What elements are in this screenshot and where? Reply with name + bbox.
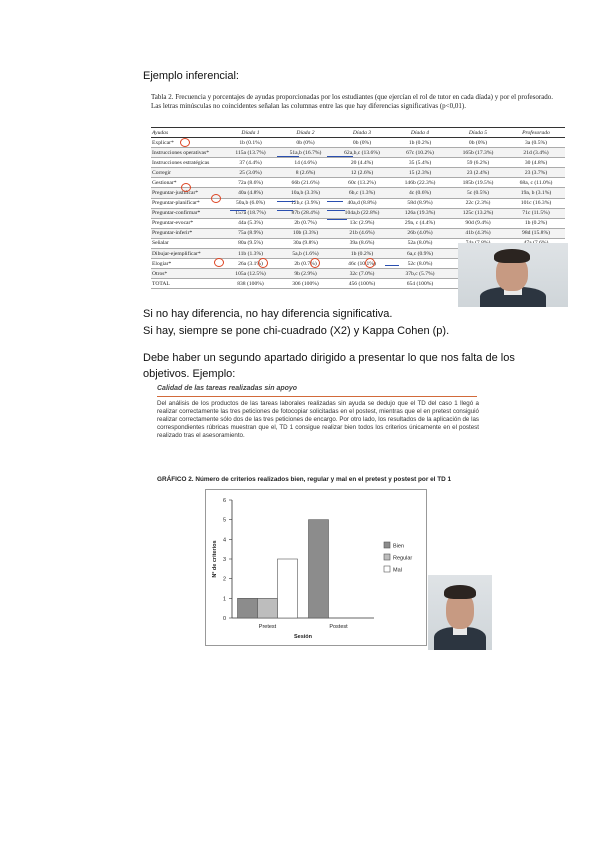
table-cell: 40a (4.8%) bbox=[223, 188, 278, 198]
table-cell: 8 (2.6%) bbox=[278, 168, 333, 178]
table-cell: 62a,b,c (13.6%) bbox=[333, 148, 391, 158]
table-cell: 0b (0%) bbox=[333, 138, 391, 148]
blue-underline-annotation bbox=[327, 210, 345, 211]
table-cell: 21d (3.4%) bbox=[507, 148, 565, 158]
speaker-webcam-thumbnail bbox=[428, 575, 492, 650]
table-cell: 60c (13.2%) bbox=[333, 178, 391, 188]
table-cell: 23 (3.7%) bbox=[507, 168, 565, 178]
text-line-2: Si hay, siempre se pone chi-cuadrado (X2) y Kappa Cohen (p). bbox=[143, 325, 450, 337]
y-tick-label: 0 bbox=[222, 616, 226, 622]
table-cell: Preguntar-confirmar* bbox=[151, 208, 223, 218]
legend-swatch bbox=[384, 554, 390, 560]
x-axis-label: Sesión bbox=[293, 634, 313, 640]
table-cell: 105a (12.5%) bbox=[223, 269, 278, 279]
table-cell: 306 (100%) bbox=[278, 279, 333, 289]
bar-regular-pretest bbox=[258, 598, 278, 618]
table-cell: 0b (0%) bbox=[278, 138, 333, 148]
table-cell: Corregir bbox=[151, 168, 223, 178]
table-cell: 4c (0.6%) bbox=[391, 188, 449, 198]
table-cell: 19a, b (3.1%) bbox=[507, 188, 565, 198]
y-axis-label: Nº de criterios bbox=[212, 540, 218, 578]
table-cell: 15 (2.3%) bbox=[391, 168, 449, 178]
table-cell: 26b (4.0%) bbox=[391, 228, 449, 238]
table-cell: 25 (3.0%) bbox=[223, 168, 278, 178]
table-header-cell: Díada 5 bbox=[449, 128, 507, 138]
text-line-1: Si no hay diferencia, no hay diferencia significativa. bbox=[143, 308, 393, 320]
table-cell: 44a (5.3%) bbox=[223, 218, 278, 228]
table-cell: 80a (9.5%) bbox=[223, 238, 278, 248]
table-cell: 41b (4.3%) bbox=[449, 228, 507, 238]
table-row bbox=[151, 158, 565, 168]
blue-underline-annotation bbox=[277, 210, 293, 211]
table-cell: 1b (0.2%) bbox=[507, 218, 565, 228]
table-cell: 35 (5.4%) bbox=[391, 158, 449, 168]
table-cell: 9b (2.9%) bbox=[278, 269, 333, 279]
table-cell: 32c (7.0%) bbox=[333, 269, 391, 279]
graph-title: GRÁFICO 2. Número de criterios realizados bien, regular y mal en el pretest y postest por el TD 1 bbox=[157, 476, 452, 483]
table-cell: 21b (4.6%) bbox=[333, 228, 391, 238]
table-cell: 23 (2.4%) bbox=[449, 168, 507, 178]
table-cell: 30a (9.8%) bbox=[278, 238, 333, 248]
table-header-cell: Profesorado bbox=[507, 128, 565, 138]
table-cell: 20 (4.4%) bbox=[333, 158, 391, 168]
table-cell: 185b (19.5%) bbox=[449, 178, 507, 188]
table-header-row bbox=[151, 128, 565, 138]
red-circle-annotation bbox=[365, 258, 375, 268]
y-tick-label: 1 bbox=[222, 596, 226, 603]
blue-underline-annotation bbox=[385, 265, 399, 266]
legend-label: Regular bbox=[393, 555, 413, 562]
red-circle-annotation bbox=[214, 258, 224, 267]
table-cell: 68a, c (11.0%) bbox=[507, 178, 565, 188]
table-cell: 1b (0.1%) bbox=[223, 138, 278, 148]
red-circle-annotation bbox=[181, 183, 191, 192]
bar-chart-svg bbox=[206, 490, 426, 645]
table-cell: 66b (21.6%) bbox=[278, 178, 333, 188]
table-cell: Dibujar-ejemplificar* bbox=[151, 249, 223, 259]
table-cell: 98d (15.8%) bbox=[507, 228, 565, 238]
bar-bien-postest bbox=[309, 520, 329, 618]
section-title: Calidad de las tareas realizadas sin apoyo bbox=[157, 385, 298, 392]
red-circle-annotation bbox=[310, 258, 320, 268]
table-cell: 126a (19.3%) bbox=[391, 208, 449, 218]
x-tick-label: Pretest bbox=[258, 624, 277, 630]
table-cell: 0b (0%) bbox=[449, 138, 507, 148]
table-cell: 115a (13.7%) bbox=[223, 148, 278, 158]
bar-chart bbox=[205, 489, 427, 646]
table-caption: Tabla 2. Frecuencia y porcentajes de ayudas proporcionadas por los estudiantes (que ejercían el rol de tutor en cada díada) y por el profesorado. Las letras minúsculas no coincidentes señalan las columnas entre las que hay diferencias significativas (p<0,01). bbox=[151, 93, 554, 110]
table-cell: 6a,c (0.9%) bbox=[391, 249, 449, 259]
table-cell: 37 (4.4%) bbox=[223, 158, 278, 168]
table-cell: 26a (3.1%) bbox=[223, 259, 278, 269]
table-cell: Preguntar-evocar* bbox=[151, 218, 223, 228]
red-circle-annotation bbox=[211, 194, 221, 203]
table-cell: 37b,c (5.7%) bbox=[391, 269, 449, 279]
legend-swatch bbox=[384, 542, 390, 548]
orange-underline-annotation bbox=[157, 396, 477, 397]
table-cell: 838 (100%) bbox=[223, 279, 278, 289]
blue-underline-annotation bbox=[277, 156, 299, 157]
bar-bien-pretest bbox=[238, 598, 258, 618]
table-cell: TOTAL bbox=[151, 279, 223, 289]
table-cell: 12b,c (3.9%) bbox=[278, 198, 333, 208]
table-cell: 52c (8.0%) bbox=[391, 259, 449, 269]
y-tick-label: 4 bbox=[222, 537, 226, 544]
table-cell: 157a (18.7%) bbox=[223, 208, 278, 218]
table-cell: 104a,b (22.8%) bbox=[333, 208, 391, 218]
table-header-cell: Ayudas bbox=[151, 128, 223, 138]
blue-underline-annotation bbox=[327, 156, 353, 157]
y-tick-label: 6 bbox=[222, 498, 226, 504]
speaker-webcam-thumbnail bbox=[458, 243, 568, 307]
table-cell: 39a (8.6%) bbox=[333, 238, 391, 248]
heading: Ejemplo inferencial: bbox=[143, 70, 239, 82]
table-row bbox=[151, 138, 565, 148]
table-cell: 5a,b (1.6%) bbox=[278, 249, 333, 259]
table-cell: 51a,b (16.7%) bbox=[278, 148, 333, 158]
table-cell: Instrucciones operativas* bbox=[151, 148, 223, 158]
table-cell: 59 (6.2%) bbox=[449, 158, 507, 168]
table-cell: 40a,d (8.8%) bbox=[333, 198, 391, 208]
table-cell: Gestionar* bbox=[151, 178, 223, 188]
legend-label: Mal bbox=[393, 567, 402, 574]
legend-swatch bbox=[384, 566, 390, 572]
x-tick-label: Postest bbox=[329, 624, 348, 630]
table-cell: 5c (0.5%) bbox=[449, 188, 507, 198]
table-cell: Preguntar-planificar* bbox=[151, 198, 223, 208]
table-cell: 146b (22.3%) bbox=[391, 178, 449, 188]
table-cell: 654 (100%) bbox=[391, 279, 449, 289]
table-cell: 22c (2.3%) bbox=[449, 198, 507, 208]
table-row bbox=[151, 218, 565, 228]
legend-label: Bien bbox=[393, 543, 405, 550]
blue-underline-annotation bbox=[327, 201, 343, 202]
table-cell: Explicar* bbox=[151, 138, 223, 148]
y-tick-label: 3 bbox=[222, 557, 226, 563]
table-cell: 1b (0.2%) bbox=[391, 138, 449, 148]
red-circle-annotation bbox=[180, 138, 190, 147]
table-cell: 101c (16.3%) bbox=[507, 198, 565, 208]
table-cell: 58d (8.9%) bbox=[391, 198, 449, 208]
table-cell: 90d (9.4%) bbox=[449, 218, 507, 228]
table-cell: 1b (0.2%) bbox=[333, 249, 391, 259]
table-cell: 72a (8.6%) bbox=[223, 178, 278, 188]
table-header-cell: Díada 2 bbox=[278, 128, 333, 138]
text-line-3: Debe haber un segundo apartado dirigido a presentar lo que nos falta de los objetivos. Ejemplo: bbox=[143, 352, 515, 380]
table-cell: Preguntar-justificar* bbox=[151, 188, 223, 198]
blue-underline-annotation bbox=[327, 219, 347, 220]
table-cell: 50a,b (6.0%) bbox=[223, 198, 278, 208]
table-cell: 2b (0.7%) bbox=[278, 259, 333, 269]
table-cell: 12 (2.6%) bbox=[333, 168, 391, 178]
blue-underline-annotation bbox=[277, 201, 295, 202]
table-cell: 87b (28.4%) bbox=[278, 208, 333, 218]
table-row bbox=[151, 228, 565, 238]
table-row bbox=[151, 178, 565, 188]
table-cell: 29a, c (4.4%) bbox=[391, 218, 449, 228]
table-cell: 67c (10.2%) bbox=[391, 148, 449, 158]
table-cell: 125c (13.2%) bbox=[449, 208, 507, 218]
table-cell: Elogiar* bbox=[151, 259, 223, 269]
table-header-cell: Díada 3 bbox=[333, 128, 391, 138]
table-header-cell: Díada 1 bbox=[223, 128, 278, 138]
table-cell: 75a (8.9%) bbox=[223, 228, 278, 238]
blue-underline-annotation bbox=[230, 210, 246, 211]
table-cell: Instrucciones estratégicas bbox=[151, 158, 223, 168]
table-cell: 14 (4.6%) bbox=[278, 158, 333, 168]
table-cell: 456 (100%) bbox=[333, 279, 391, 289]
y-tick-label: 2 bbox=[222, 576, 226, 583]
table-cell: 10b (3.3%) bbox=[278, 228, 333, 238]
red-circle-annotation bbox=[258, 258, 268, 268]
table-cell: 13c (2.9%) bbox=[333, 218, 391, 228]
table-cell: 52a (8.0%) bbox=[391, 238, 449, 248]
table-cell: Otros* bbox=[151, 269, 223, 279]
table-cell: 11b (1.3%) bbox=[223, 249, 278, 259]
table-cell: 2b (0.7%) bbox=[278, 218, 333, 228]
table-cell: 10a,b (3.3%) bbox=[278, 188, 333, 198]
table-cell: 3a (0.5%) bbox=[507, 138, 565, 148]
table-cell: Señalar bbox=[151, 238, 223, 248]
table-cell: 46c (10.1%) bbox=[333, 259, 391, 269]
bar-mal-pretest bbox=[278, 559, 298, 618]
table-cell: 165b (17.3%) bbox=[449, 148, 507, 158]
table-row bbox=[151, 208, 565, 218]
section-paragraph: Del análisis de los productos de las tareas laborales realizadas sin ayuda se dedujo que el TD del caso 1 llegó a realizar correctamente las tres peticiones de fotocopiar solicitadas en el postest, mientras que el en pretest consiguió realizar correctamente sólo dos de las tres peticiones de encargo. Por otro lado, los resultados de la aplicación de las correspondientes rúbricas muestran que el, TD 1 consigue realizar bien todos los criterios únicamente en el postest realizado tras el asesoramiento. bbox=[157, 400, 479, 439]
table-cell: Preguntar-inferir* bbox=[151, 228, 223, 238]
table-cell: 71c (11.5%) bbox=[507, 208, 565, 218]
table-header-cell: Díada 4 bbox=[391, 128, 449, 138]
table-row bbox=[151, 168, 565, 178]
table-row bbox=[151, 148, 565, 158]
y-tick-label: 5 bbox=[222, 517, 226, 524]
table-cell: 6b,c (1.3%) bbox=[333, 188, 391, 198]
table-cell: 30 (4.8%) bbox=[507, 158, 565, 168]
